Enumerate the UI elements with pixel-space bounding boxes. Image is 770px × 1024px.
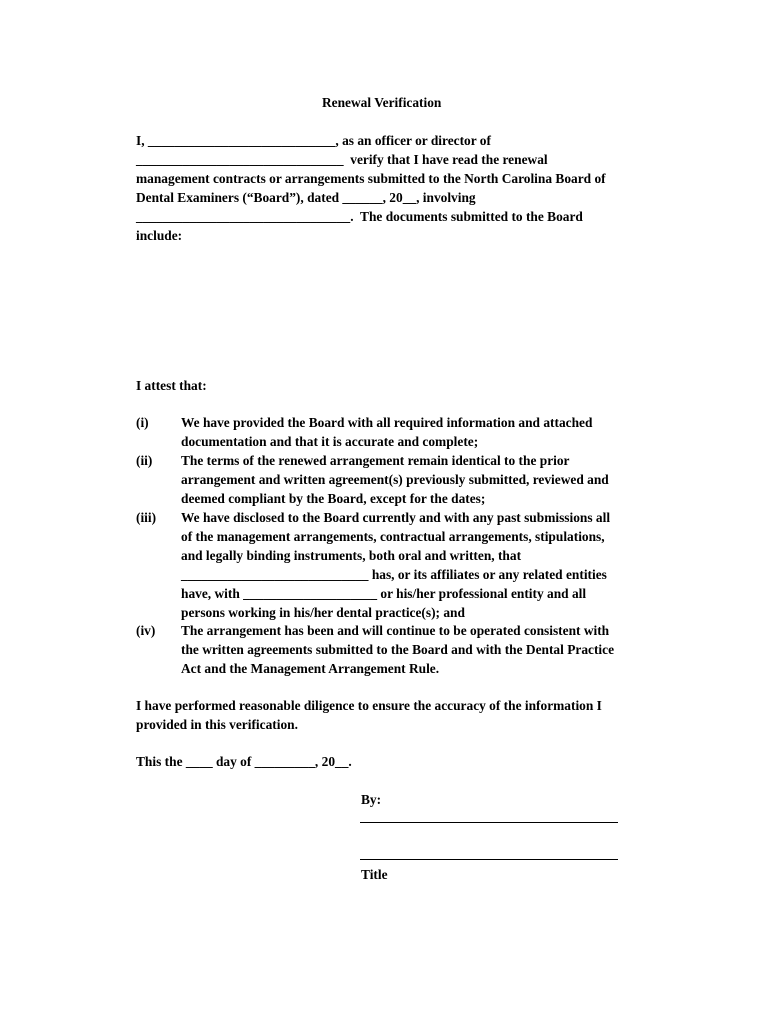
intro-line: I, ____________________________, as an officer or director of [136, 133, 491, 148]
intro-line: management contracts or arrangements submitted to the North Carolina Board of [136, 171, 606, 186]
attestation-line: ____________________________ has, or its affiliates or any related entities [181, 567, 607, 582]
signature-rule [360, 822, 618, 823]
attestation-numeral: (i) [136, 415, 149, 430]
attestation-line: deemed compliant by the Board, except for the dates; [181, 491, 486, 506]
attestation-line: and legally binding instruments, both oral and written, that [181, 548, 522, 563]
attestation-line: have, with ____________________ or his/her professional entity and all [181, 586, 587, 601]
intro-line: include: [136, 228, 183, 243]
attestation-numeral: (iii) [136, 510, 157, 525]
attestation-line: Act and the Management Arrangement Rule. [181, 661, 440, 676]
attestation-numeral: (ii) [136, 453, 153, 468]
attestation-line: arrangement and written agreement(s) previously submitted, reviewed and [181, 472, 609, 487]
title-label: Title [361, 867, 388, 882]
attestation-line: The terms of the renewed arrangement remain identical to the prior [181, 453, 570, 468]
title-rule [360, 859, 618, 860]
attestation-line: documentation and that it is accurate and complete; [181, 434, 479, 449]
attestation-numeral: (iv) [136, 623, 156, 638]
document-title: Renewal Verification [322, 95, 442, 110]
attest-heading: I attest that: [136, 378, 207, 393]
date-line: This the ____ day of _________, 20__. [136, 754, 352, 769]
intro-line: ________________________________. The documents submitted to the Board [136, 209, 583, 224]
diligence-line: I have performed reasonable diligence to ensure the accuracy of the information I [136, 698, 602, 713]
attestation-line: persons working in his/her dental practice(s); and [181, 605, 465, 620]
intro-line: _______________________________ verify that I have read the renewal [136, 152, 548, 167]
attestation-line: We have provided the Board with all required information and attached [181, 415, 593, 430]
attestation-line: We have disclosed to the Board currently and with any past submissions all [181, 510, 611, 525]
attestation-line: the written agreements submitted to the Board and with the Dental Practice [181, 642, 615, 657]
attestation-line: The arrangement has been and will continue to be operated consistent with [181, 623, 610, 638]
attestation-line: of the management arrangements, contractual arrangements, stipulations, [181, 529, 605, 544]
by-label: By: [361, 792, 382, 807]
intro-line: Dental Examiners (“Board”), dated ______, 20__, involving [136, 190, 476, 205]
diligence-line: provided in this verification. [136, 717, 298, 732]
